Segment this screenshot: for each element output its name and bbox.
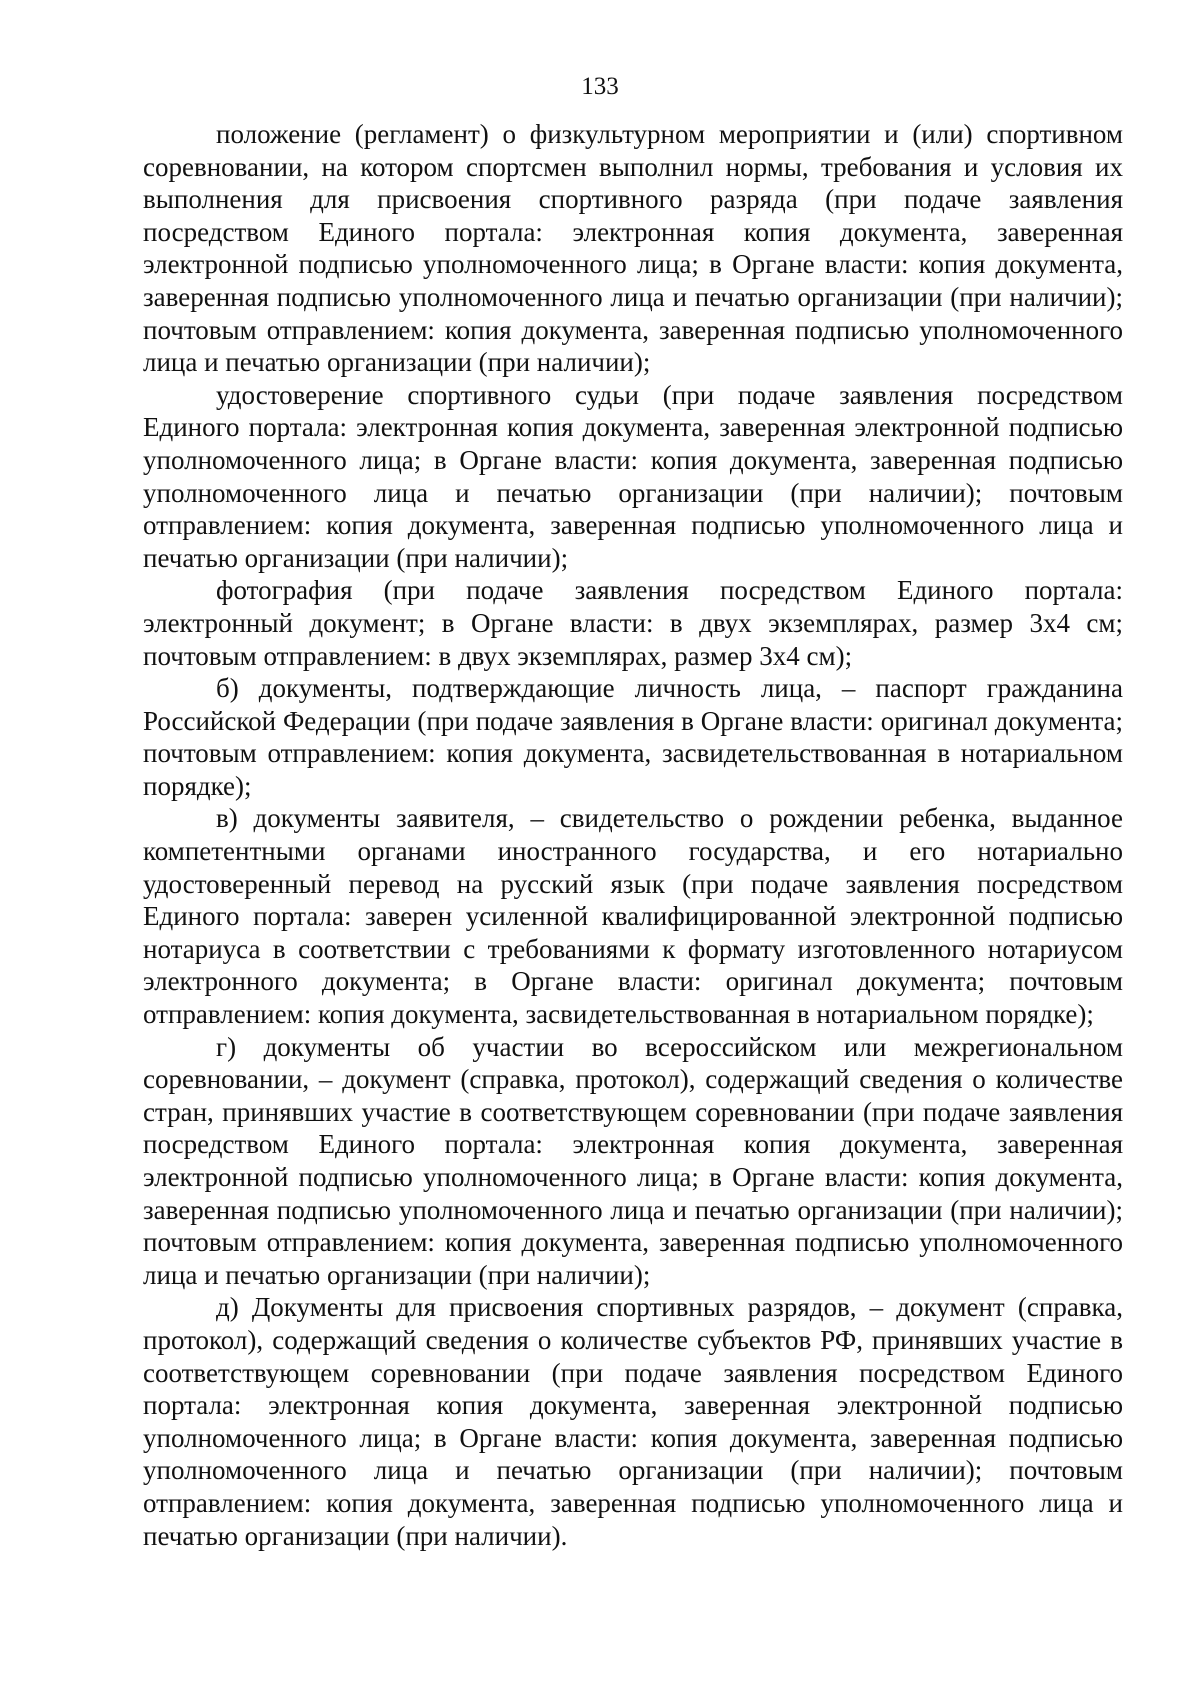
paragraph-applicant-documents: в) документы заявителя, – свидетельство о рождении ребенка, выданное компетентными органами иностранного государства, и его нотариально удостоверенный перевод на русский язык (при подаче заявления посредством Единого портала: заверен усиленной квалифицированной электронной подписью нотариуса в соответствии с требованиями к формату изготовленного нотариусом электронного документа; в Органе власти: оригинал документа; почтовым отправлением: копия документа, засвидетельствованная в нотариальном порядке); bbox=[143, 803, 1123, 1030]
document-body bbox=[143, 118, 1123, 1552]
paragraph-identity-documents: б) документы, подтверждающие личность лица, – паспорт гражданина Российской Федерации (при подаче заявления в Органе власти: оригинал документа; почтовым отправлением: копия документа, засвидетельствованная в нотариальном порядке); bbox=[143, 673, 1123, 801]
paragraph-competition-regulation: положение (регламент) о физкультурном мероприятии и (или) спортивном соревновании, на котором спортсмен выполнил нормы, требования и условия их выполнения для присвоения спортивного разряда (при подаче заявления посредством Единого портала: электронная копия документа, заверенная электронной подписью уполномоченного лица; в Органе власти: копия документа, заверенная подписью уполномоченного лица и печатью организации (при наличии); почтовым отправлением: копия документа, заверенная подписью уполномоченного лица и печатью организации (при наличии); bbox=[143, 119, 1123, 378]
paragraph-photo: фотография (при подаче заявления посредством Единого портала: электронный документ; в Органе власти: в двух экземплярах, размер 3х4 см; почтовым отправлением: в двух экземплярах, размер 3х4 см); bbox=[143, 575, 1123, 671]
paragraph-judge-certificate: удостоверение спортивного судьи (при подаче заявления посредством Единого портала: электронная копия документа, заверенная электронной подписью уполномоченного лица; в Органе власти: копия документа, заверенная подписью уполномоченного лица и печатью организации (при наличии); почтовым отправлением: копия документа, заверенная подписью уполномоченного лица и печатью организации (при наличии); bbox=[143, 379, 1123, 573]
paragraph-competition-participation: г) документы об участии во всероссийском или межрегиональном соревновании, – документ (справка, протокол), содержащий сведения о количестве стран, принявших участие в соответствующем соревновании (при подаче заявления посредством Единого портала: электронная копия документа, заверенная электронной подписью уполномоченного лица; в Органе власти: копия документа, заверенная подписью уполномоченного лица и печатью организации (при наличии); почтовым отправлением: копия документа, заверенная подписью уполномоченного лица и печатью организации (при наличии); bbox=[143, 1031, 1123, 1290]
paragraph-sports-rank-documents: д) Документы для присвоения спортивных разрядов, – документ (справка, протокол), содержащий сведения о количестве субъектов РФ, принявших участие в соответствующем соревновании (при подаче заявления посредством Единого портала: электронная копия документа, заверенная электронной подписью уполномоченного лица; в Органе власти: копия документа, заверенная подписью уполномоченного лица и печатью организации (при наличии); почтовым отправлением: копия документа, заверенная подписью уполномоченного лица и печатью организации (при наличии). bbox=[143, 1292, 1123, 1551]
page-number: 133 bbox=[581, 73, 619, 100]
